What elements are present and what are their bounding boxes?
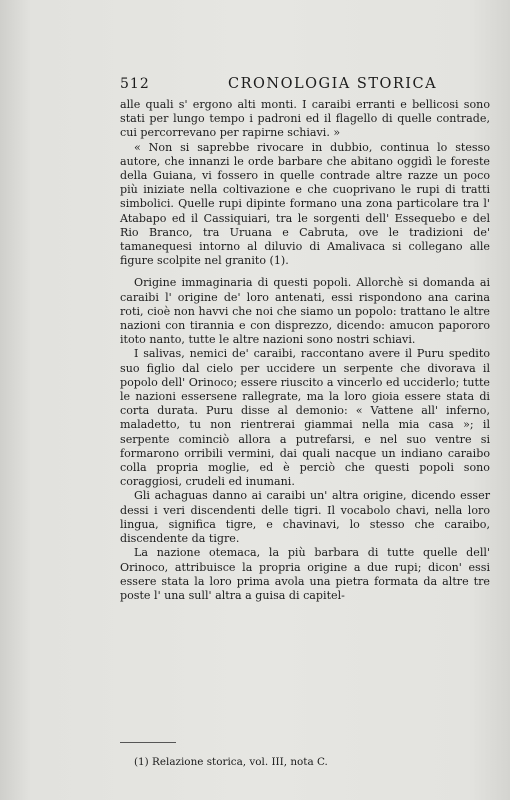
paragraph: « Non si saprebbe rivocare in dubbio, continua lo stesso autore, che innanzi le orde barbare che abitano oggidì le foreste della Guiana, vi fossero in quelle contrade altre razze un poco più iniziate nella coltivazione e che cuoprivano le rupi di tratti simbolici. Quelle rupi dipinte formano una zona particolare tra l' Atabapo ed il Cassiquiari, tra le sorgenti dell' Essequebo e del Rio Branco, tra Uruana e Cabruta, ove le tradizioni de' tamanequesi intorno al diluvio di Amalivaca si collegano alle figure scolpite nel granito (1). <box>120 140 490 268</box>
page-number: 512 <box>120 76 150 92</box>
paragraph: I salivas, nemici de' caraibi, raccontano avere il Puru spedito suo figlio dal cielo per uccidere un serpente che divorava il popolo dell' Orinoco; essere riuscito a vincerlo ed ucciderlo; tutte le nazioni essersene rallegrate, ma la loro gioia essere stata di corta durata. Puru disse al demonio: « Vattene all' inferno, maladetto, tu non rientrerai giammai nella mia casa »; il serpente cominciò allora a putrefarsi, e nel suo ventre si formarono orribili vermini, dai quali nacque un indiano caraibo colla propria moglie, ed è perciò che questi popoli sono coraggiosi, crudeli ed inumani. <box>120 347 490 489</box>
footnote: (1) Relazione storica, vol. III, nota C. <box>134 756 328 768</box>
paragraph: Gli achaguas danno ai caraibi un' altra origine, dicendo esser dessi i veri discendenti delle tigri. Il vocabolo chavi, nella loro lingua, significa tigre, e chavinavi, lo stesso che caraibo, discendente da tigre. <box>120 489 490 546</box>
paragraph: alle quali s' ergono alti monti. I caraibi erranti e bellicosi sono stati per lungo tempo i padroni ed il flagello di quelle contrade, cui percorrevano per rapirne schiavi. » <box>120 98 490 140</box>
page-header <box>120 76 490 96</box>
paragraph: Origine immaginaria di questi popoli. Allorchè si domanda ai caraibi l' origine de' loro antenati, essi rispondono ana carina roti, cioè non havvi che noi che siamo un popolo: trattano le altre nazioni con tirannia e con disprezzo, dicendo: amucon papororo itoto nanto, tutte le altre nazioni sono nostri schiavi. <box>120 276 490 347</box>
body-text <box>120 98 490 603</box>
footnote-rule <box>120 742 176 743</box>
running-title: CRONOLOGIA STORICA <box>228 76 438 92</box>
paragraph: La nazione otemaca, la più barbara di tutte quelle dell' Orinoco, attribuisce la propria origine a due rupi; dicon' essi essere stata la loro prima avola una pietra formata da altre tre poste l' una sull' altra a guisa di capitel- <box>120 546 490 602</box>
